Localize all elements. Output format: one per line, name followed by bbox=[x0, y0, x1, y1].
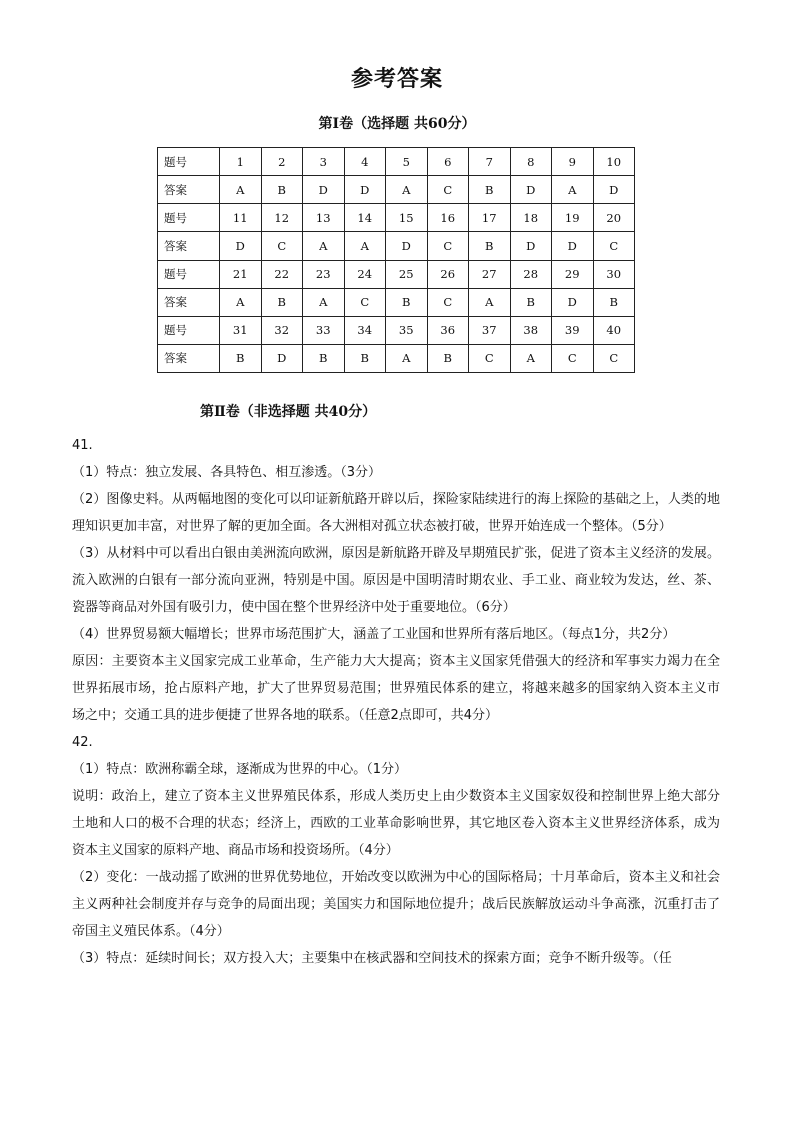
table-cell: D bbox=[552, 288, 594, 316]
table-cell: 31 bbox=[220, 316, 262, 344]
table-cell: D bbox=[510, 176, 552, 204]
table-cell: C bbox=[593, 232, 635, 260]
row-header-cell: 题号 bbox=[158, 316, 220, 344]
table-cell: 9 bbox=[552, 148, 594, 176]
table-cell: 12 bbox=[261, 204, 303, 232]
table-row bbox=[158, 232, 635, 260]
table-cell: 35 bbox=[386, 316, 428, 344]
table-row bbox=[158, 288, 635, 316]
answer-paragraph: 42. bbox=[72, 735, 93, 750]
table-cell: C bbox=[593, 344, 635, 372]
page-title: 参考答案 bbox=[350, 66, 443, 92]
answer-paragraph: 说明：政治上，建立了资本主义世界殖民体系，形成人类历史上由少数资本主义国家奴役和控制世界上绝大部分土地和人口的极不合理的状态；经济上，西欧的工业革命影响世界，其它地区卷入资本主义世界经济体系，成为资本主义国家的原料产地、商品市场和投资场所。（4分） bbox=[72, 789, 720, 858]
table-cell: C bbox=[552, 344, 594, 372]
table-cell: A bbox=[344, 232, 386, 260]
table-cell: B bbox=[261, 288, 303, 316]
table-cell: 32 bbox=[261, 316, 303, 344]
table-cell: A bbox=[510, 344, 552, 372]
table-cell: 20 bbox=[593, 204, 635, 232]
table-cell: D bbox=[261, 344, 303, 372]
table-cell: B bbox=[220, 344, 262, 372]
table-cell: 8 bbox=[510, 148, 552, 176]
table-cell: 24 bbox=[344, 260, 386, 288]
table-cell: A bbox=[303, 232, 345, 260]
table-row bbox=[158, 260, 635, 288]
table-cell: 19 bbox=[552, 204, 594, 232]
table-cell: C bbox=[344, 288, 386, 316]
table-cell: B bbox=[303, 344, 345, 372]
table-cell: B bbox=[593, 288, 635, 316]
section2-title: 第Ⅱ卷（非选择题 共40分） bbox=[200, 404, 377, 420]
table-cell: 23 bbox=[303, 260, 345, 288]
table-cell: 36 bbox=[427, 316, 469, 344]
table-cell: A bbox=[220, 176, 262, 204]
table-cell: 25 bbox=[386, 260, 428, 288]
table-cell: 10 bbox=[593, 148, 635, 176]
table-cell: B bbox=[510, 288, 552, 316]
table-cell: B bbox=[386, 288, 428, 316]
table-cell: 34 bbox=[344, 316, 386, 344]
table-cell: D bbox=[593, 176, 635, 204]
table-cell: 27 bbox=[469, 260, 511, 288]
table-cell: 38 bbox=[510, 316, 552, 344]
table-cell: A bbox=[303, 288, 345, 316]
table-cell: 28 bbox=[510, 260, 552, 288]
table-cell: 14 bbox=[344, 204, 386, 232]
table-cell: 21 bbox=[220, 260, 262, 288]
section1-title: 第Ⅰ卷（选择题 共60分） bbox=[318, 116, 476, 132]
table-cell: D bbox=[552, 232, 594, 260]
table-cell: 37 bbox=[469, 316, 511, 344]
answer-paragraph: （2）变化：一战动摇了欧洲的世界优势地位，开始改变以欧洲为中心的国际格局；十月革命后，资本主义和社会主义两种社会制度并存与竞争的局面出现；美国实力和国际地位提升；战后民族解放运动斗争高涨，沉重打击了帝国主义殖民体系。（4分） bbox=[72, 870, 720, 939]
table-row bbox=[158, 176, 635, 204]
table-row bbox=[158, 344, 635, 372]
table-row bbox=[158, 316, 635, 344]
table-cell: 2 bbox=[261, 148, 303, 176]
table-cell: D bbox=[303, 176, 345, 204]
table-cell: A bbox=[220, 288, 262, 316]
table-cell: D bbox=[386, 232, 428, 260]
table-cell: 22 bbox=[261, 260, 303, 288]
table-cell: 40 bbox=[593, 316, 635, 344]
table-cell: 7 bbox=[469, 148, 511, 176]
row-header-cell: 答案 bbox=[158, 176, 220, 204]
row-header-cell: 答案 bbox=[158, 344, 220, 372]
table-cell: C bbox=[261, 232, 303, 260]
table-cell: 26 bbox=[427, 260, 469, 288]
table-cell: C bbox=[427, 288, 469, 316]
answer-paragraph: 41. bbox=[72, 438, 93, 453]
table-cell: D bbox=[510, 232, 552, 260]
table-cell: 29 bbox=[552, 260, 594, 288]
table-cell: 39 bbox=[552, 316, 594, 344]
row-header-cell: 题号 bbox=[158, 260, 220, 288]
row-header-cell: 答案 bbox=[158, 288, 220, 316]
table-cell: 6 bbox=[427, 148, 469, 176]
table-cell: A bbox=[386, 344, 428, 372]
answer-paragraph: 原因：主要资本主义国家完成工业革命，生产能力大大提高；资本主义国家凭借强大的经济和军事实力竭力在全世界拓展市场，抢占原料产地，扩大了世界贸易范围；世界殖民体系的建立，将越来越多的国家纳入资本主义市场之中；交通工具的进步便捷了世界各地的联系。（任意2点即可，共4分） bbox=[72, 654, 720, 723]
answer-table bbox=[157, 147, 635, 373]
table-cell: 18 bbox=[510, 204, 552, 232]
table-cell: C bbox=[427, 176, 469, 204]
table-cell: 16 bbox=[427, 204, 469, 232]
answer-paragraph: （1）特点：独立发展、各具特色、相互渗透。（3分） bbox=[72, 465, 382, 480]
table-cell: B bbox=[469, 232, 511, 260]
table-cell: A bbox=[469, 288, 511, 316]
table-cell: B bbox=[427, 344, 469, 372]
answer-paragraph: （3）特点：延续时间长；双方投入大；主要集中在核武器和空间技术的探索方面；竞争不断升级等。（任 bbox=[72, 951, 672, 966]
table-cell: 13 bbox=[303, 204, 345, 232]
row-header-cell: 题号 bbox=[158, 204, 220, 232]
table-cell: D bbox=[344, 176, 386, 204]
table-cell: B bbox=[344, 344, 386, 372]
table-row bbox=[158, 204, 635, 232]
table-cell: 30 bbox=[593, 260, 635, 288]
table-cell: B bbox=[261, 176, 303, 204]
table-cell: 3 bbox=[303, 148, 345, 176]
table-cell: 4 bbox=[344, 148, 386, 176]
answer-paragraph: （2）图像史料。从两幅地图的变化可以印证新航路开辟以后，探险家陆续进行的海上探险的基础之上，人类的地理知识更加丰富，对世界了解的更加全面。各大洲相对孤立状态被打破，世界开始连成一个整体。（5分） bbox=[72, 492, 720, 534]
table-cell: 17 bbox=[469, 204, 511, 232]
table-row bbox=[158, 148, 635, 176]
table-cell: C bbox=[427, 232, 469, 260]
table-cell: D bbox=[220, 232, 262, 260]
row-header-cell: 答案 bbox=[158, 232, 220, 260]
table-cell: C bbox=[469, 344, 511, 372]
table-cell: 1 bbox=[220, 148, 262, 176]
answer-paragraph: （4）世界贸易额大幅增长；世界市场范围扩大，涵盖了工业国和世界所有落后地区。（每点1分，共2分） bbox=[72, 627, 676, 642]
table-cell: 15 bbox=[386, 204, 428, 232]
table-cell: 5 bbox=[386, 148, 428, 176]
answer-body bbox=[72, 432, 720, 972]
answer-paragraph: （3）从材料中可以看出白银由美洲流向欧洲，原因是新航路开辟及早期殖民扩张，促进了资本主义经济的发展。流入欧洲的白银有一部分流向亚洲，特别是中国。原因是中国明清时期农业、手工业、商业较为发达，丝、茶、瓷器等商品对外国有吸引力，使中国在整个世界经济中处于重要地位。（6分） bbox=[72, 546, 720, 615]
row-header-cell: 题号 bbox=[158, 148, 220, 176]
answer-paragraph: （1）特点：欧洲称霸全球，逐渐成为世界的中心。（1分） bbox=[72, 762, 408, 777]
table-cell: A bbox=[552, 176, 594, 204]
table-cell: A bbox=[386, 176, 428, 204]
table-cell: B bbox=[469, 176, 511, 204]
table-cell: 33 bbox=[303, 316, 345, 344]
table-cell: 11 bbox=[220, 204, 262, 232]
